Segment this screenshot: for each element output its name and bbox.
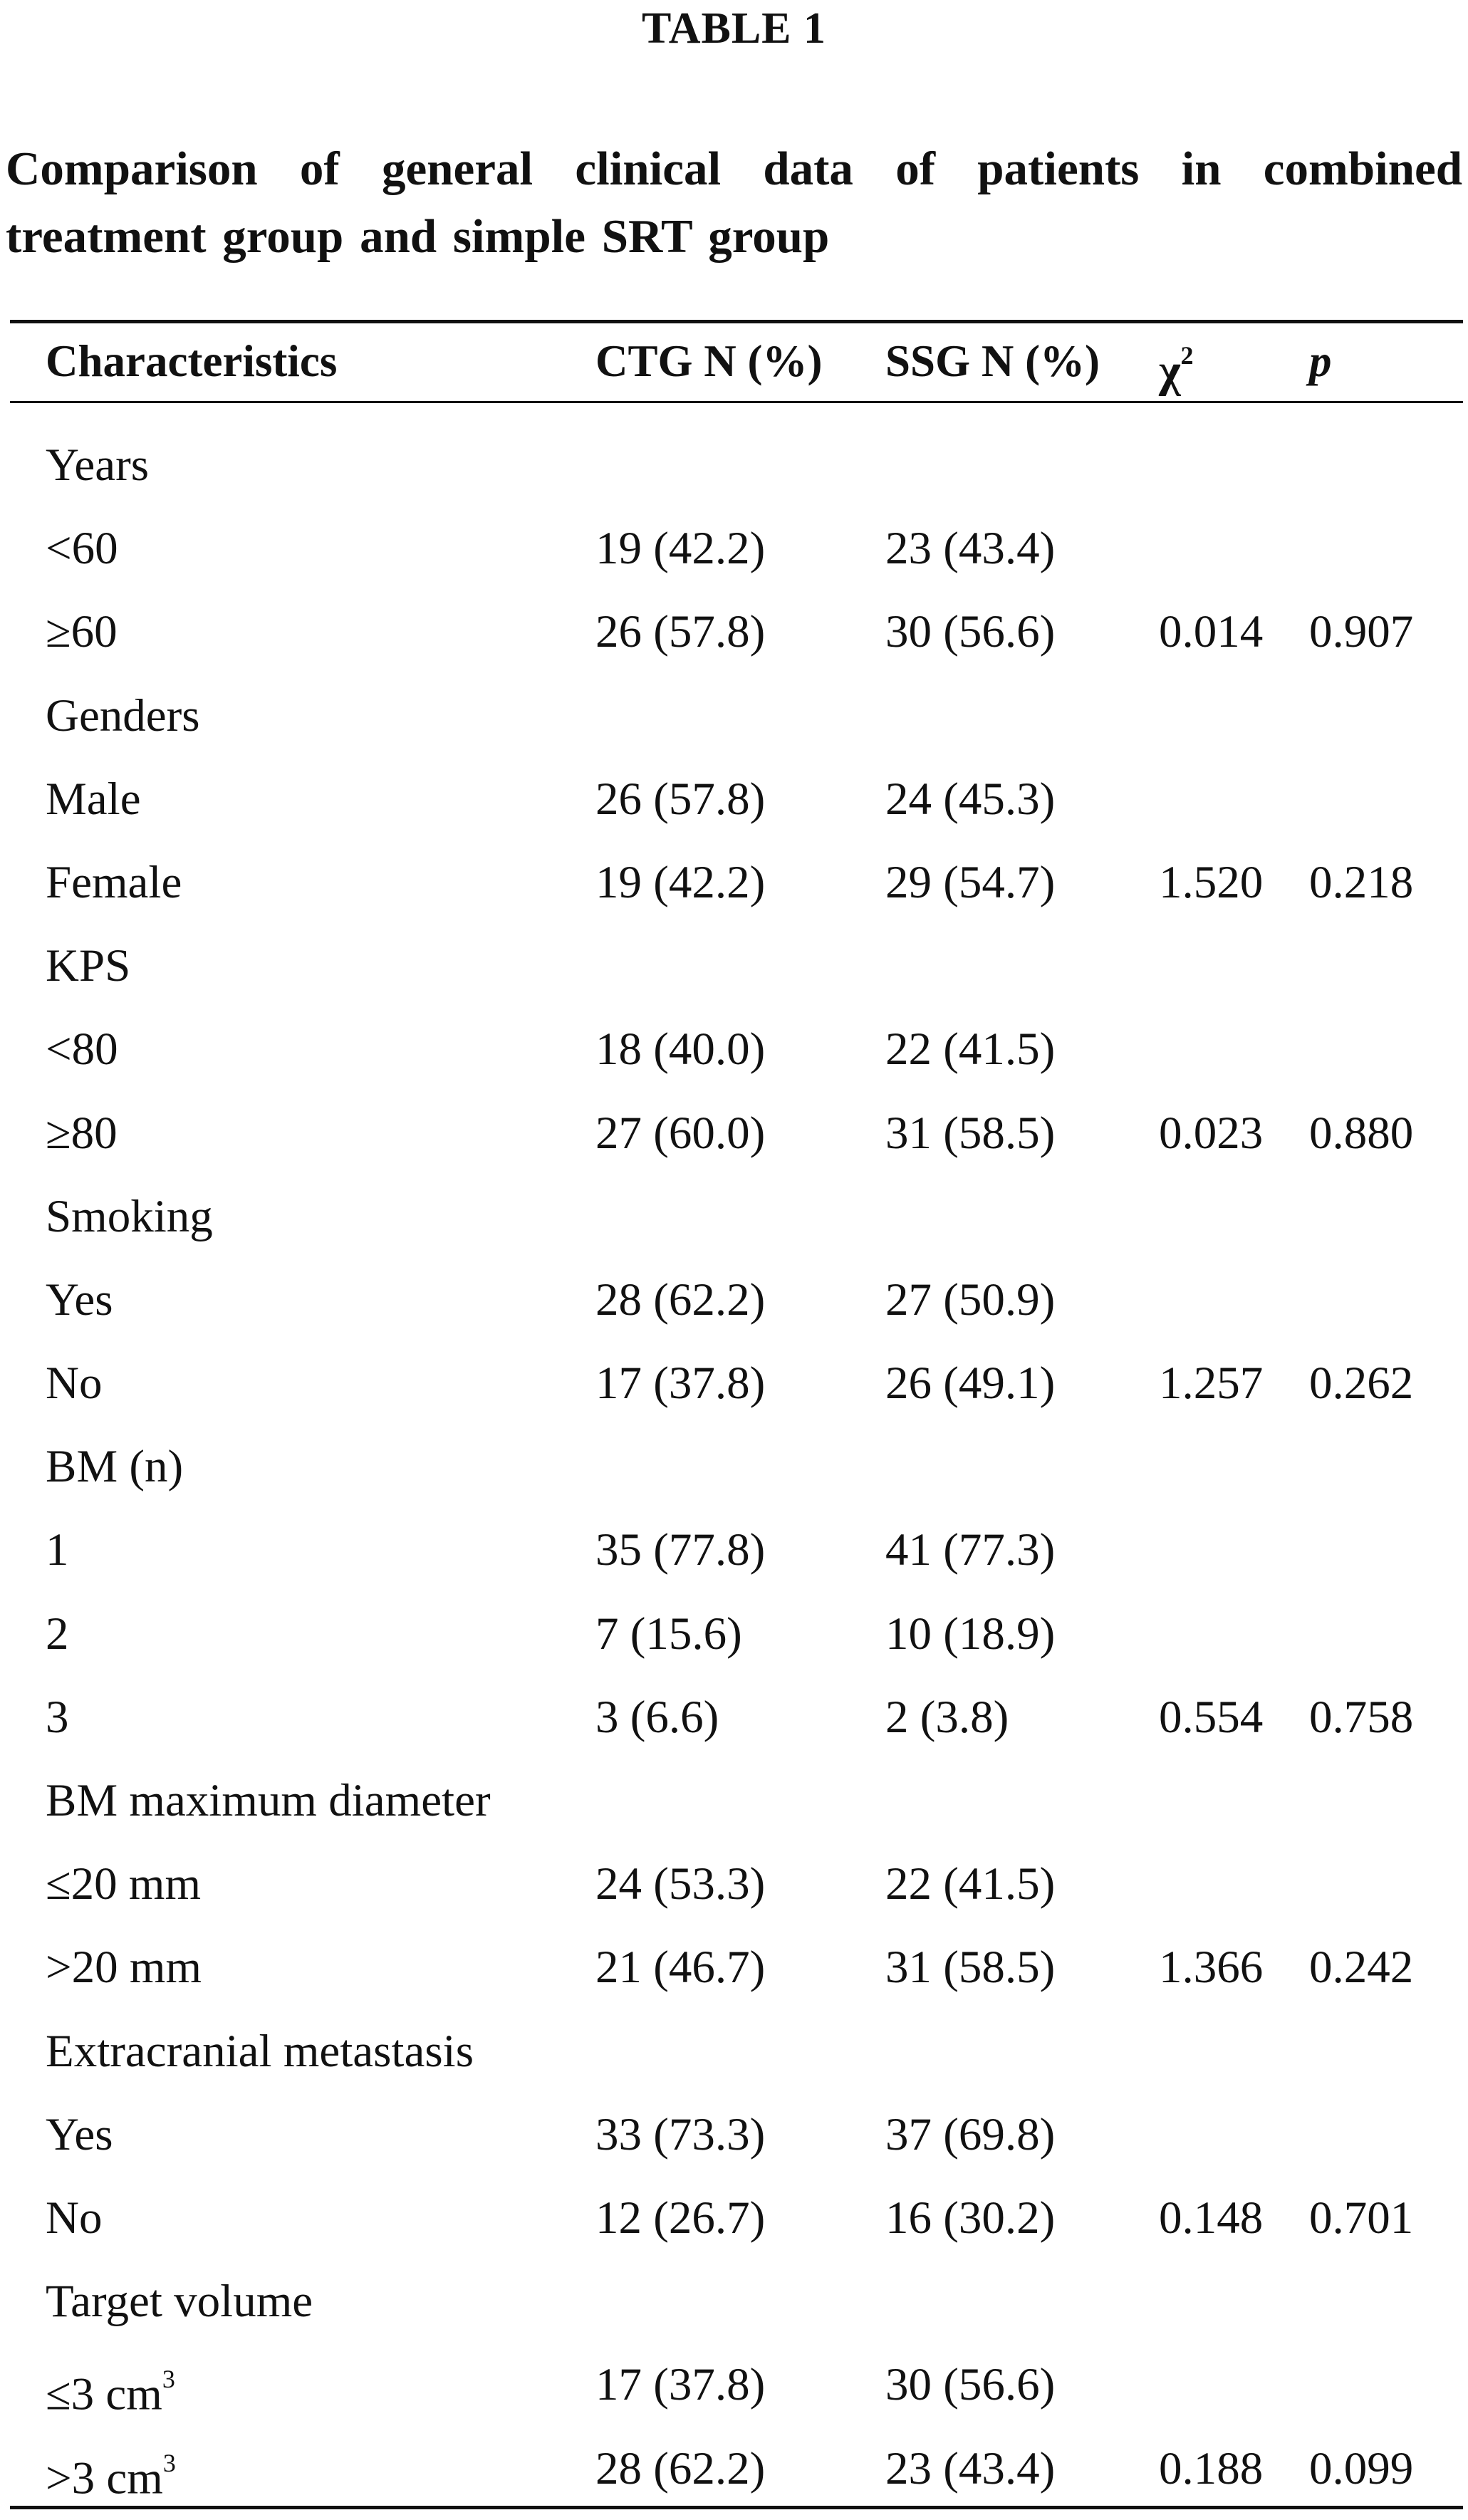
row-chi-square-value	[1159, 2177, 1263, 2260]
row-ctg-value	[595, 1342, 765, 1425]
row-label	[46, 2177, 102, 2260]
row-ctg-value	[595, 2093, 765, 2177]
row-p-value-text: 0.262	[1309, 1358, 1414, 1410]
row-label	[46, 590, 118, 674]
row-ctg-value	[595, 507, 765, 590]
row-label-text: No	[46, 1358, 103, 1410]
row-ctg-value	[595, 2177, 765, 2260]
row-ctg-value	[595, 1008, 765, 1091]
row-label-text: Extracranial metastasis	[46, 2025, 474, 2077]
row-label-text: Years	[46, 439, 150, 491]
row-p-value	[1309, 2427, 1413, 2511]
row-label-text: Yes	[46, 2108, 113, 2160]
row-p-value	[1309, 1342, 1413, 1425]
row-label	[46, 2343, 175, 2427]
row-p-value	[1309, 1926, 1413, 2009]
row-label-text: <80	[46, 1024, 118, 1076]
row-label	[46, 925, 130, 1008]
row-label	[46, 758, 141, 841]
row-chi-square-value	[1159, 2427, 1263, 2511]
table-row	[0, 1759, 1468, 1843]
row-ssg-value	[885, 1509, 1055, 1592]
header-ssg: SSG N (%)	[885, 336, 1100, 386]
row-label-text: Male	[46, 773, 141, 825]
row-label-text: KPS	[46, 940, 131, 992]
table-row	[0, 841, 1468, 925]
row-p-value	[1309, 590, 1413, 674]
row-label	[46, 424, 149, 507]
row-ctg-value	[595, 1509, 765, 1592]
row-label	[46, 1843, 201, 1926]
row-ctg-value	[595, 1092, 765, 1175]
row-ssg-value-text: 29 (54.7)	[885, 856, 1056, 908]
row-ssg-value-text: 23 (43.4)	[885, 2442, 1056, 2494]
table-row	[0, 758, 1468, 841]
row-ssg-value-text: 30 (56.6)	[885, 606, 1056, 658]
row-label-text: Yes	[46, 1274, 113, 1326]
row-ssg-value-text: 22 (41.5)	[885, 1024, 1056, 1076]
table-row	[0, 1676, 1468, 1759]
row-label	[46, 2010, 474, 2093]
row-label	[46, 507, 118, 590]
row-label-text: Genders	[46, 689, 200, 741]
row-p-value-text: 0.099	[1309, 2442, 1414, 2494]
row-ctg-value-text: 19 (42.2)	[595, 856, 766, 908]
table-row	[0, 1259, 1468, 1342]
row-label-text: 1	[46, 1524, 69, 1576]
row-label	[46, 1509, 69, 1592]
row-ssg-value-text: 10 (18.9)	[885, 1608, 1056, 1660]
row-ssg-value-text: 22 (41.5)	[885, 1858, 1056, 1910]
row-ssg-value-text: 31 (58.5)	[885, 1107, 1056, 1159]
row-ctg-value-text: 26 (57.8)	[595, 773, 766, 825]
row-chi-square-value	[1159, 1676, 1263, 1759]
row-ssg-value	[885, 1342, 1055, 1425]
row-ssg-value	[885, 841, 1055, 925]
table-row	[0, 1509, 1468, 1592]
table-row	[0, 675, 1468, 758]
row-chi-square-value-text: 0.188	[1159, 2442, 1264, 2494]
row-label	[46, 675, 200, 758]
table-row	[0, 1092, 1468, 1175]
row-label	[46, 2427, 176, 2511]
table-row	[0, 1425, 1468, 1509]
row-ssg-value	[885, 1092, 1055, 1175]
row-ssg-value	[885, 1843, 1055, 1926]
row-ssg-value-text: 23 (43.4)	[885, 523, 1056, 575]
row-ssg-value-text: 24 (45.3)	[885, 773, 1056, 825]
row-p-value-text: 0.907	[1309, 606, 1414, 658]
row-ssg-value	[885, 1676, 1009, 1759]
header-p-value: p	[1309, 336, 1332, 386]
row-label	[46, 1342, 102, 1425]
row-p-value-text: 0.218	[1309, 856, 1414, 908]
row-ssg-value	[885, 590, 1055, 674]
row-label	[46, 2093, 113, 2177]
table-row	[0, 925, 1468, 1008]
row-ctg-value	[595, 758, 765, 841]
row-ctg-value	[595, 1259, 765, 1342]
row-p-value-text: 0.701	[1309, 2192, 1414, 2244]
row-ctg-value-text: 28 (62.2)	[595, 1274, 766, 1326]
row-ssg-value-text: 2 (3.8)	[885, 1691, 1009, 1743]
row-ssg-value	[885, 2343, 1055, 2427]
row-label	[46, 1008, 118, 1091]
table-caption: Comparison of general clinical data of patients in combined treatment group and simple SRT group	[6, 142, 1462, 263]
row-label-text: 2	[46, 1608, 69, 1660]
row-ssg-value-text: 26 (49.1)	[885, 1358, 1056, 1410]
row-ssg-value	[885, 1926, 1055, 2009]
table-bottom-rule	[10, 2506, 1463, 2509]
row-ssg-value	[885, 1259, 1055, 1342]
row-chi-square-value	[1159, 1926, 1263, 2009]
row-ctg-value-text: 18 (40.0)	[595, 1024, 766, 1076]
row-p-value	[1309, 1676, 1413, 1759]
row-label	[46, 1926, 202, 2009]
row-ctg-value-text: 17 (37.8)	[595, 1358, 766, 1410]
row-label-text: BM maximum diameter	[46, 1775, 491, 1826]
table-row	[0, 507, 1468, 590]
row-label	[46, 1676, 69, 1759]
row-ctg-value-text: 28 (62.2)	[595, 2442, 766, 2494]
row-label	[46, 841, 182, 925]
row-ssg-value	[885, 758, 1055, 841]
row-label	[46, 1259, 113, 1342]
table-row	[0, 1593, 1468, 1676]
row-chi-square-value	[1159, 841, 1263, 925]
table-row	[0, 1843, 1468, 1926]
row-chi-square-value-text: 1.257	[1159, 1358, 1264, 1410]
table-row	[0, 1926, 1468, 2009]
row-label-text: Smoking	[46, 1190, 213, 1242]
row-ctg-value-text: 7 (15.6)	[595, 1608, 742, 1660]
table-row	[0, 1342, 1468, 1425]
row-ctg-value-text: 19 (42.2)	[595, 523, 766, 575]
row-ssg-value-text: 27 (50.9)	[885, 1274, 1056, 1326]
row-p-value	[1309, 2177, 1413, 2260]
row-p-value-text: 0.880	[1309, 1107, 1414, 1159]
row-chi-square-value	[1159, 590, 1263, 674]
row-label-text: >20 mm	[46, 1942, 202, 1994]
row-ctg-value-text: 21 (46.7)	[595, 1942, 766, 1994]
row-label	[46, 1593, 69, 1676]
header-ctg: CTG N (%)	[595, 336, 823, 386]
row-ctg-value-text: 3 (6.6)	[595, 1691, 719, 1743]
row-label-superscript: 3	[162, 2448, 176, 2477]
row-ssg-value-text: 30 (56.6)	[885, 2359, 1056, 2411]
row-chi-square-value-text: 0.023	[1159, 1107, 1264, 1159]
table-label: TABLE 1	[641, 4, 827, 53]
row-ctg-value	[595, 841, 765, 925]
row-label-text: 3	[46, 1691, 69, 1743]
row-ctg-value-text: 17 (37.8)	[595, 2359, 766, 2411]
row-ctg-value-text: 27 (60.0)	[595, 1107, 766, 1159]
header-chi-symbol: χ	[1159, 345, 1181, 397]
table-body	[0, 424, 1468, 2511]
row-ssg-value-text: 16 (30.2)	[885, 2192, 1056, 2244]
row-label-text: ≤3 cm	[46, 2368, 162, 2420]
row-label-text: Target volume	[46, 2276, 313, 2328]
row-chi-square-value-text: 0.554	[1159, 1691, 1264, 1743]
table-row	[0, 424, 1468, 507]
table-row	[0, 1008, 1468, 1091]
row-label-text: ≥60	[46, 606, 118, 658]
row-ctg-value	[595, 590, 765, 674]
row-label	[46, 1092, 118, 1175]
table-top-rule	[10, 320, 1463, 323]
row-label	[46, 1759, 491, 1843]
row-ctg-value-text: 24 (53.3)	[595, 1858, 766, 1910]
row-ssg-value-text: 41 (77.3)	[885, 1524, 1056, 1576]
row-ctg-value-text: 35 (77.8)	[595, 1524, 766, 1576]
row-ctg-value	[595, 1676, 719, 1759]
table-row	[0, 2177, 1468, 2260]
row-ssg-value-text: 31 (58.5)	[885, 1942, 1056, 1994]
row-ctg-value	[595, 1593, 742, 1676]
row-chi-square-value	[1159, 1092, 1263, 1175]
row-p-value-text: 0.758	[1309, 1691, 1414, 1743]
row-ctg-value-text: 26 (57.8)	[595, 606, 766, 658]
row-label	[46, 2260, 313, 2343]
row-ssg-value	[885, 507, 1055, 590]
row-ssg-value	[885, 1008, 1055, 1091]
table-row	[0, 1175, 1468, 1259]
row-label-text: <60	[46, 523, 118, 575]
table-row	[0, 2260, 1468, 2343]
table-row	[0, 2427, 1468, 2511]
row-chi-square-value-text: 1.520	[1159, 856, 1264, 908]
row-label	[46, 1425, 183, 1509]
row-p-value	[1309, 1092, 1413, 1175]
table-header-rule	[10, 401, 1463, 403]
row-p-value	[1309, 841, 1413, 925]
table-row	[0, 2343, 1468, 2427]
row-label	[46, 1175, 213, 1259]
row-ctg-value	[595, 1926, 765, 2009]
row-label-text: Female	[46, 856, 182, 908]
row-ctg-value-text: 33 (73.3)	[595, 2108, 766, 2160]
row-chi-square-value-text: 0.148	[1159, 2192, 1264, 2244]
row-ssg-value	[885, 1593, 1055, 1676]
table-row	[0, 590, 1468, 674]
row-label-text: ≤20 mm	[46, 1858, 202, 1910]
row-label-text: ≥80	[46, 1107, 118, 1159]
row-label-text: >3 cm	[46, 2452, 163, 2504]
header-characteristics: Characteristics	[46, 336, 338, 386]
row-label-superscript: 3	[162, 2365, 175, 2394]
row-ssg-value	[885, 2427, 1055, 2511]
header-chi-square	[1159, 328, 1194, 395]
row-chi-square-value	[1159, 1342, 1263, 1425]
row-p-value-text: 0.242	[1309, 1942, 1414, 1994]
table-row	[0, 2093, 1468, 2177]
row-ssg-value	[885, 2093, 1055, 2177]
row-ctg-value	[595, 2343, 765, 2427]
row-label-text: BM (n)	[46, 1441, 184, 1493]
row-ctg-value	[595, 2427, 765, 2511]
header-chi-superscript: 2	[1180, 341, 1194, 370]
row-ctg-value	[595, 1843, 765, 1926]
row-chi-square-value-text: 0.014	[1159, 606, 1264, 658]
row-ssg-value-text: 37 (69.8)	[885, 2108, 1056, 2160]
row-ctg-value-text: 12 (26.7)	[595, 2192, 766, 2244]
row-label-text: No	[46, 2192, 103, 2244]
table-row	[0, 2010, 1468, 2093]
row-ssg-value	[885, 2177, 1055, 2260]
row-chi-square-value-text: 1.366	[1159, 1942, 1264, 1994]
